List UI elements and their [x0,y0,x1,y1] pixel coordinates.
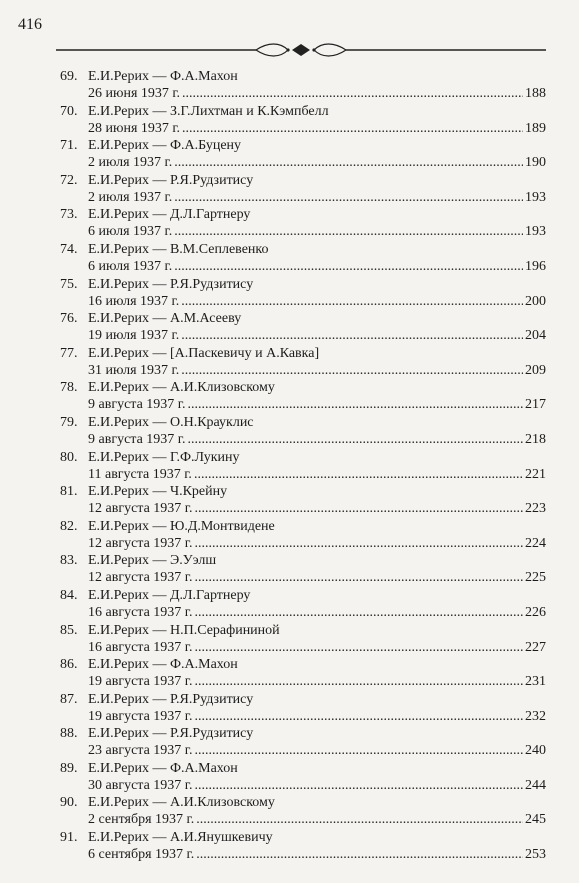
entry-number: 79. [60,414,78,430]
entry-title: Е.И.Рерих — Р.Я.Рудзитису [88,726,254,742]
toc-entry [0,379,579,414]
entry-title: Е.И.Рерих — Ч.Крейну [88,484,228,500]
entry-number: 74. [60,241,78,257]
entry-date-line [88,467,546,483]
entry-date-line [88,536,546,552]
toc-entry [0,414,579,449]
entry-date: 19 августа 1937 г. [88,708,193,724]
dot-leader [194,536,523,552]
page-number: 416 [18,16,42,33]
entry-date-line [88,363,546,379]
entry-page-number: 245 [525,812,546,828]
dot-leader [194,467,523,483]
toc-entry [0,691,579,726]
entry-date: 9 августа 1937 г. [88,397,186,413]
entry-page-number: 190 [525,155,546,171]
entry-page-number: 204 [525,328,546,344]
toc-entry [0,172,579,207]
dot-leader [174,155,523,171]
entry-date-line [88,743,546,759]
entry-page-number: 217 [525,397,546,413]
entry-date: 2 сентября 1937 г. [88,812,195,828]
entry-date: 16 августа 1937 г. [88,604,193,620]
dot-leader [181,363,523,379]
entry-title: Е.И.Рерих — Ф.А.Буцену [88,138,242,154]
entry-page-number: 223 [525,501,546,517]
entry-title: Е.И.Рерих — Д.Л.Гартнеру [88,587,251,603]
entry-date: 9 августа 1937 г. [88,431,186,447]
entry-date-line [88,294,546,310]
toc-entry [0,587,579,622]
dot-leader [196,847,523,863]
entry-page-number: 221 [525,466,546,482]
entry-number: 91. [60,830,78,846]
dot-leader [194,743,523,759]
entry-title: Е.И.Рерих — А.И.Янушкевичу [88,830,273,846]
entry-date-line [88,570,546,586]
entry-number: 89. [60,760,78,776]
entry-date-line [88,674,546,690]
entry-date-line [88,605,546,621]
toc-entry [0,794,579,829]
entry-date: 28 июня 1937 г. [88,120,181,136]
entry-date: 2 июля 1937 г. [88,155,173,171]
entry-number: 88. [60,726,78,742]
entry-title: Е.И.Рерих — Р.Я.Рудзитису [88,691,254,707]
entry-title: Е.И.Рерих — [А.Паскевичу и А.Кавка] [88,345,320,361]
dot-leader [194,570,523,586]
dot-leader [182,121,523,137]
entry-page-number: 232 [525,708,546,724]
entry-page-number: 193 [525,224,546,240]
ornamental-divider [56,42,546,58]
entry-page-number: 224 [525,535,546,551]
entry-page-number: 244 [525,777,546,793]
dot-leader [181,294,523,310]
entry-title: Е.И.Рерих — А.И.Клизовскому [88,795,275,811]
entry-number: 69. [60,69,78,84]
entry-date: 6 сентября 1937 г. [88,847,195,863]
toc-entry [0,725,579,760]
entry-title: Е.И.Рерих — В.М.Сеплевенко [88,241,269,257]
dot-leader [174,224,523,240]
entry-title: Е.И.Рерих — Р.Я.Рудзитису [88,172,254,188]
toc-entry [0,552,579,587]
toc-entry [0,310,579,345]
entry-date: 6 июля 1937 г. [88,258,173,274]
entry-date-line [88,155,546,171]
entry-date-line [88,501,546,517]
entry-page-number: 196 [525,258,546,274]
entry-number: 75. [60,276,78,292]
entry-number: 83. [60,553,78,569]
entry-number: 77. [60,345,78,361]
entry-date: 12 августа 1937 г. [88,535,193,551]
entry-page-number: 189 [525,120,546,136]
entry-number: 85. [60,622,78,638]
dot-leader [194,709,523,725]
entry-title: Е.И.Рерих — Ф.А.Махон [88,657,238,673]
dot-leader [181,328,523,344]
entry-date-line [88,259,546,275]
entry-date-line [88,397,546,413]
entry-page-number: 231 [525,674,546,690]
entry-number: 71. [60,138,78,154]
dot-leader [174,190,523,206]
entry-number: 78. [60,380,78,396]
entry-title: Е.И.Рерих — З.Г.Лихтман и К.Кэмпбелл [88,103,329,119]
toc-entry [0,137,579,172]
entry-number: 73. [60,207,78,223]
dot-leader [196,812,523,828]
toc-entry [0,829,579,864]
entry-page-number: 193 [525,189,546,205]
entry-date: 30 августа 1937 г. [88,777,193,793]
entry-title: Е.И.Рерих — О.Н.Крауклис [88,414,254,430]
toc-entry [0,622,579,657]
entry-number: 84. [60,587,78,603]
toc-entry [0,449,579,484]
toc-entry [0,518,579,553]
toc-entry [0,345,579,380]
toc-entry [0,276,579,311]
entry-page-number: 225 [525,570,546,586]
entry-date: 26 июня 1937 г. [88,86,181,101]
entry-date-line [88,847,546,863]
dot-leader [194,605,523,621]
dot-leader [194,778,523,794]
entry-title: Е.И.Рерих — Э.Уэлш [88,553,217,569]
entry-title: Е.И.Рерих — Ю.Д.Монтвидене [88,518,275,534]
entry-title: Е.И.Рерих — Д.Л.Гартнеру [88,207,251,223]
entry-number: 72. [60,172,78,188]
entry-date: 19 июля 1937 г. [88,328,180,344]
entry-number: 70. [60,103,78,119]
entry-date-line [88,709,546,725]
entry-page-number: 227 [525,639,546,655]
dot-leader [194,501,523,517]
toc-entry [0,103,579,138]
entry-date: 12 августа 1937 г. [88,570,193,586]
entry-date-line [88,778,546,794]
entry-number: 81. [60,484,78,500]
dot-leader [187,397,523,413]
entry-number: 90. [60,795,78,811]
entry-page-number: 200 [525,293,546,309]
dot-leader [194,674,523,690]
entry-page-number: 218 [525,431,546,447]
entry-title: Е.И.Рерих — Р.Я.Рудзитису [88,276,254,292]
toc-entry [0,483,579,518]
entry-title: Е.И.Рерих — Н.П.Серафининой [88,622,280,638]
dot-leader [187,432,523,448]
dot-leader [194,640,523,656]
entry-date: 31 июля 1937 г. [88,362,180,378]
entry-date-line [88,328,546,344]
entry-title: Е.И.Рерих — А.И.Клизовскому [88,380,275,396]
entry-date-line [88,812,546,828]
entry-page-number: 226 [525,604,546,620]
entry-date: 16 августа 1937 г. [88,639,193,655]
entry-date: 6 июля 1937 г. [88,224,173,240]
entry-number: 86. [60,657,78,673]
entry-date: 11 августа 1937 г. [88,466,192,482]
dot-leader [174,259,523,275]
entry-page-number: 188 [525,86,546,101]
toc-entry [0,656,579,691]
entry-date: 12 августа 1937 г. [88,501,193,517]
entry-title: Е.И.Рерих — Ф.А.Махон [88,760,238,776]
entry-date: 23 августа 1937 г. [88,743,193,759]
entry-date: 16 июля 1937 г. [88,293,180,309]
entry-number: 82. [60,518,78,534]
entry-date-line [88,224,546,240]
entry-date: 19 августа 1937 г. [88,674,193,690]
toc-entry [0,206,579,241]
entry-date-line [88,640,546,656]
entry-date-line [88,190,546,206]
entry-page-number: 209 [525,362,546,378]
entry-title: Е.И.Рерих — Ф.А.Махон [88,69,238,84]
toc-entries [0,68,579,864]
dot-leader [182,86,523,102]
entry-number: 76. [60,311,78,327]
toc-entry [0,241,579,276]
toc-entry [0,68,579,103]
entry-number: 80. [60,449,78,465]
entry-date: 2 июля 1937 г. [88,189,173,205]
entry-title: Е.И.Рерих — Г.Ф.Лукину [88,449,240,465]
entry-date-line [88,86,546,102]
entry-number: 87. [60,691,78,707]
toc-entry [0,760,579,795]
entry-page-number: 253 [525,847,546,863]
entry-title: Е.И.Рерих — А.М.Асееву [88,311,242,327]
entry-date-line [88,432,546,448]
entry-date-line [88,121,546,137]
entry-page-number: 240 [525,743,546,759]
